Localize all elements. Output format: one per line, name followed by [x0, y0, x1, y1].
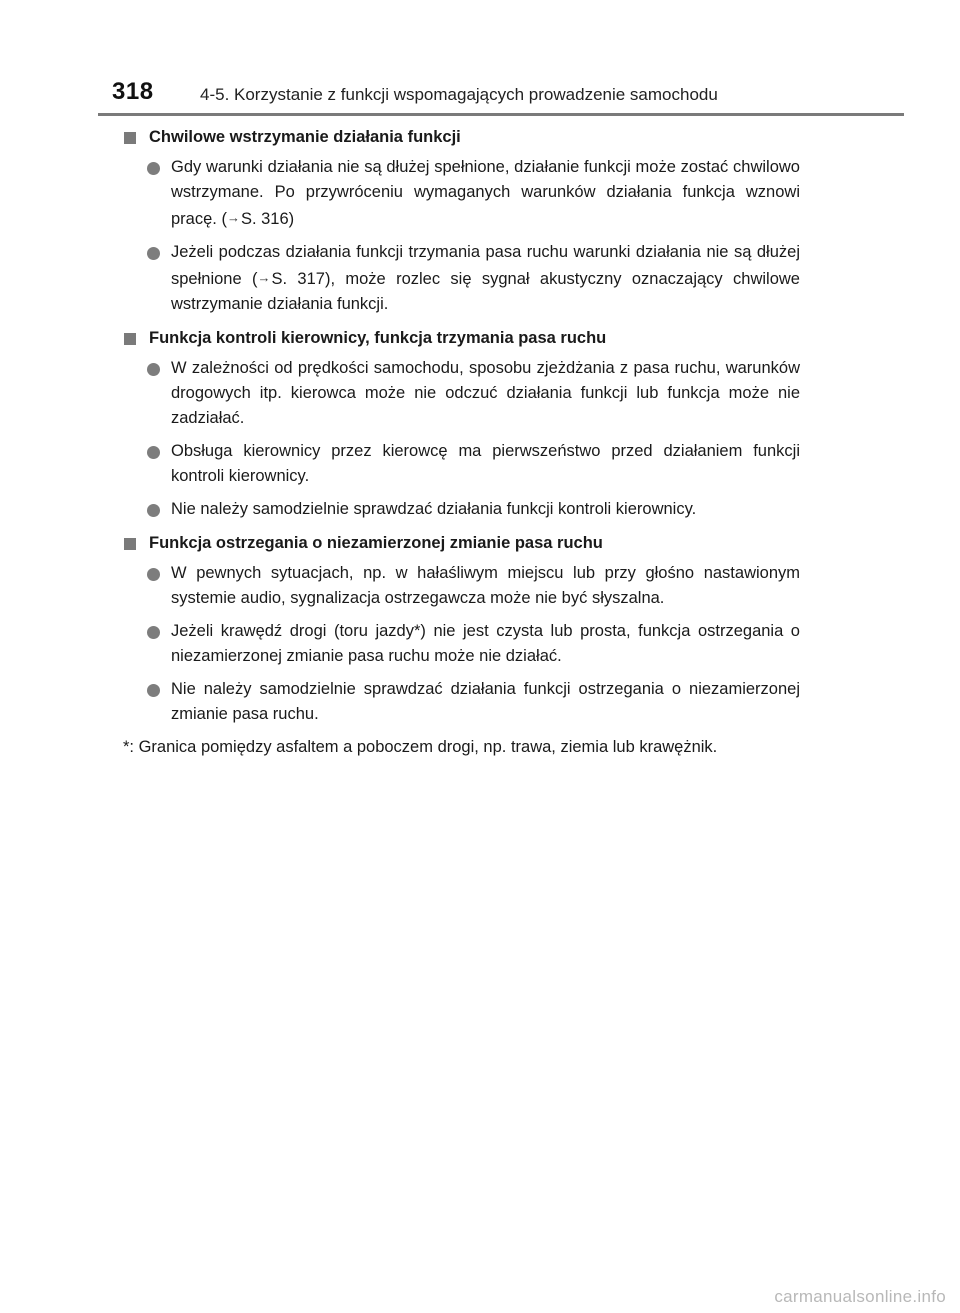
- list-item: [123, 677, 800, 727]
- page-header: [0, 78, 960, 118]
- list-item-text: Jeżeli krawędź drogi (toru jazdy*) nie jest czysta lub prosta, funkcja ostrzegania o niezamierzonej zmianie pasa ruchu może nie działać.: [171, 622, 800, 665]
- watermark[interactable]: carmanualsonline.info: [774, 1287, 946, 1306]
- section-heading-text: Funkcja ostrzegania o niezamierzonej zmianie pasa ruchu: [149, 534, 603, 552]
- section-heading: [123, 325, 800, 351]
- section-heading-text: Chwilowe wstrzymanie działania funkcji: [149, 128, 461, 146]
- section-title: 4-5. Korzystanie z funkcji wspomagających prowadzenie samochodu: [200, 85, 718, 104]
- list-item-text: Nie należy samodzielnie sprawdzać działania funkcji kontroli kierownicy.: [171, 500, 697, 518]
- section-steering-control: [123, 325, 800, 522]
- list-item-text: Obsługa kierownicy przez kierowcę ma pierwszeństwo przed działaniem funkcji kontroli kierownicy.: [171, 442, 800, 485]
- list-item-text: ), może rozlec się sygnał akustyczny oznaczający chwilowe wstrzymanie działania funkcji.: [171, 270, 800, 313]
- list-item: [123, 619, 800, 669]
- section-lane-departure-warning: [123, 530, 800, 727]
- page-reference-link[interactable]: S. 316: [240, 210, 289, 228]
- page-content: [123, 124, 800, 760]
- round-bullet-icon: [147, 568, 160, 581]
- section-heading-text: Funkcja kontroli kierownicy, funkcja trzymania pasa ruchu: [149, 329, 607, 347]
- square-bullet-icon: [124, 333, 136, 345]
- list-item-text: W pewnych sytuacjach, np. w hałaśliwym miejscu lub przy głośno nastawionym systemie audio, sygnalizacja ostrzegawcza może nie być słyszalna.: [171, 564, 800, 607]
- list-item: [123, 497, 800, 522]
- header-divider: [98, 113, 904, 116]
- arrow-right-icon: →: [257, 270, 271, 285]
- list-item-text: Jeżeli podczas działania funkcji trzymania pasa ruchu warunki działania nie są dłużej spełnione (: [171, 243, 800, 288]
- section-temporary-suspension: [123, 124, 800, 317]
- list-item: [123, 561, 800, 611]
- round-bullet-icon: [147, 626, 160, 639]
- list-item: [123, 439, 800, 489]
- round-bullet-icon: [147, 446, 160, 459]
- round-bullet-icon: [147, 363, 160, 376]
- list-item-text: ): [288, 210, 295, 228]
- page-number: 318: [112, 78, 154, 105]
- footnote: *: Granica pomiędzy asfaltem a poboczem drogi, np. trawa, ziemia lub krawężnik.: [123, 738, 718, 756]
- section-heading: [123, 530, 800, 556]
- list-item-text: W zależności od prędkości samochodu, sposobu zjeżdżania z pasa ruchu, warunków drogowych itp. kierowca może nie odczuć działania funkcji lub funkcja może nie zadziałać.: [171, 359, 800, 427]
- round-bullet-icon: [147, 684, 160, 697]
- round-bullet-icon: [147, 504, 160, 517]
- square-bullet-icon: [124, 132, 136, 144]
- list-item: [123, 356, 800, 431]
- page-reference-link[interactable]: S. 317: [271, 270, 325, 288]
- list-item: [123, 240, 800, 317]
- list-item-text: Nie należy samodzielnie sprawdzać działania funkcji ostrzegania o niezamierzonej zmianie pasa ruchu.: [171, 680, 800, 723]
- section-heading: [123, 124, 800, 150]
- list-item-text: Gdy warunki działania nie są dłużej spełnione, działanie funkcji może zostać chwilowo wstrzymane. Po przywróceniu wymaganych warunków działania funkcja wznowi pracę. (: [171, 158, 800, 228]
- square-bullet-icon: [124, 538, 136, 550]
- arrow-right-icon: →: [226, 210, 240, 225]
- list-item: [123, 155, 800, 232]
- round-bullet-icon: [147, 247, 160, 260]
- round-bullet-icon: [147, 162, 160, 175]
